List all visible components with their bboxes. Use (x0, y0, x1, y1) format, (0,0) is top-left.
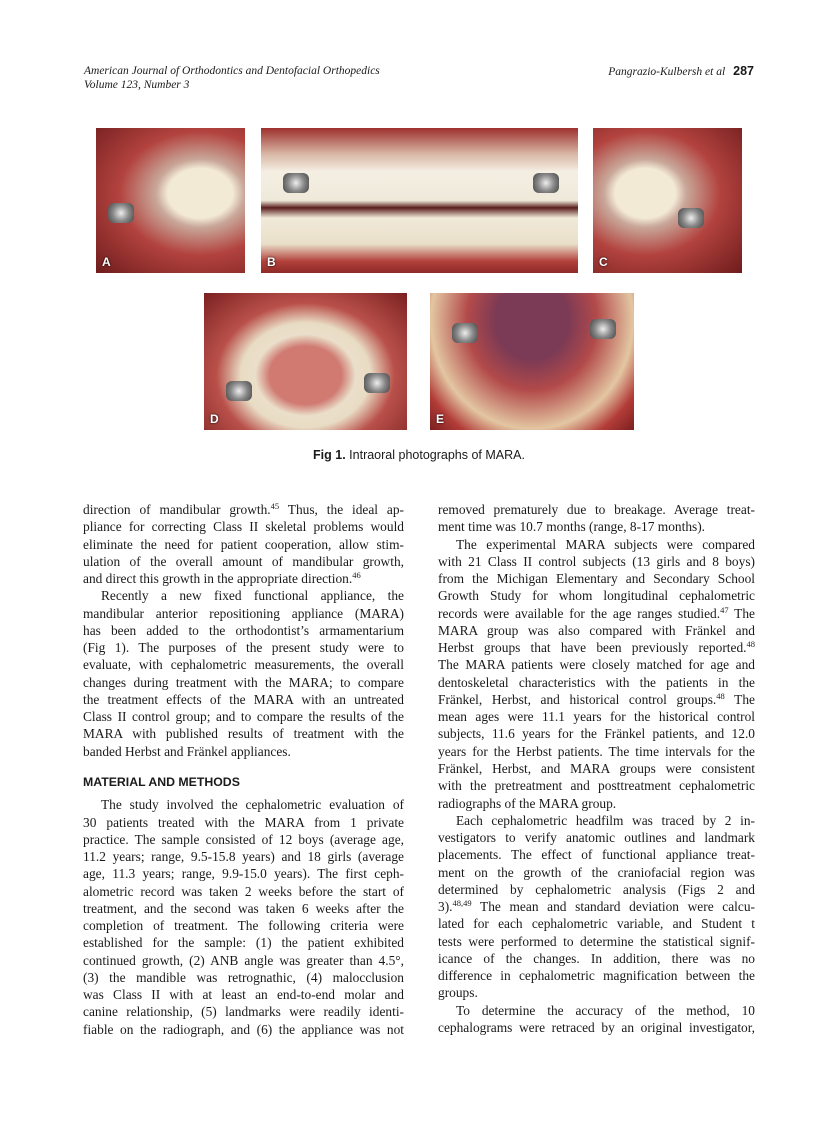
citation-superscript: 45 (270, 501, 280, 511)
paragraph (438, 536, 755, 812)
paragraph (83, 587, 404, 760)
text-line: tests were performed to determine the statistical signif- (438, 933, 755, 949)
panel-label: A (102, 255, 111, 269)
appliance-crown (283, 173, 309, 193)
text-line: has been added to the orthodontist’s armamentarium (83, 622, 404, 638)
text-line: MARA with published results of treatment with the (83, 726, 404, 742)
text-line: vestigators to verify anatomic outlines and landmark (438, 830, 755, 846)
text-line: The MARA patients were closely matched for age and (438, 657, 755, 673)
text-line (438, 639, 755, 656)
text-line: continued growth, (2) ANB angle was greater than 4.5°, (83, 952, 404, 968)
text-line: alometric record was taken 2 weeks before the start of (83, 883, 404, 899)
text-segment: The mean and standard deviation were calcu- (471, 899, 755, 915)
text-line: Class II control group; and to compare the results of the (83, 709, 404, 725)
text-line: eliminate the need for patient cooperation, allow stim- (83, 536, 404, 552)
section-heading: MATERIAL AND METHODS (83, 774, 240, 789)
text-segment: Herbst groups that have been previously reported. (438, 640, 747, 656)
paragraph (438, 812, 755, 1002)
citation-superscript: 48 (716, 690, 725, 701)
appliance-crown (678, 208, 704, 228)
running-header-left (84, 64, 380, 92)
text-line: ment time was 10.7 months (range, 8-17 months). (438, 519, 706, 535)
panel-label: C (599, 255, 608, 269)
text-line: 30 patients treated with the MARA from 1 private (83, 814, 404, 830)
text-column-right (438, 501, 755, 1036)
text-line: canine relationship, (5) landmarks were readily identi- (83, 1004, 404, 1020)
paragraph (438, 501, 755, 536)
photo-panel-b (261, 128, 578, 273)
text-line: established for the sample: (1) the patient exhibited (83, 935, 404, 951)
text-line: removed prematurely due to breakage. Average treat- (438, 502, 755, 517)
paragraph (83, 796, 404, 1038)
text-segment: The (728, 605, 755, 621)
appliance-crown (533, 173, 559, 193)
text-line (83, 501, 404, 518)
text-line: treatment, and the second was taken 6 weeks after the (83, 900, 404, 916)
appliance-crown (108, 203, 134, 223)
panel-label: D (210, 412, 219, 426)
appliance-crown (452, 323, 478, 343)
text-line (438, 898, 755, 915)
text-line: cephalograms were retraced by an original investigator, (438, 1019, 755, 1035)
text-line (438, 691, 755, 708)
text-line: radiographs of the MARA group. (438, 795, 617, 811)
text-line: lated for each cephalometric variable, and Student t (438, 916, 755, 932)
text-line: ment on the growth of the craniofacial region was (438, 864, 755, 880)
text-line: dentoskeletal characteristics with the patients in the (438, 674, 755, 690)
appliance-crown (226, 381, 252, 401)
photo-panel-d (204, 293, 407, 430)
text-line: (Fig 1). The purposes of the present study were to (83, 640, 404, 656)
text-line: changes during treatment with the MARA; to compare (83, 674, 404, 690)
paragraph (83, 501, 404, 587)
text-line: evaluate, with cephalometric measurements, the overall (83, 657, 404, 673)
text-line: pliance for correcting Class II skeletal problems would (83, 519, 404, 535)
text-line: with 21 Class II control subjects (13 girls and 8 boys) (438, 553, 755, 569)
text-line: ulation of the overall amount of mandibular growth, (83, 553, 404, 569)
text-line: (3) the mandible was retrognathic, (4) malocclusion (83, 969, 404, 985)
photo-panel-e (430, 293, 634, 430)
text-line: Growth Study for whom longitudinal cephalometric (438, 588, 755, 604)
text-line: from the Michigan Elementary and Secondary School (438, 571, 755, 587)
paragraph (438, 1002, 755, 1037)
photo-panel-c (593, 128, 742, 273)
text-line: To determine the accuracy of the method, 10 (456, 1002, 755, 1018)
panel-label: E (436, 412, 445, 426)
text-line: difference in cephalometric magnification between the (438, 968, 755, 984)
text-segment: records were available for the age ranges studied. (438, 605, 721, 621)
text-line: was Class II with at least an end-to-end molar and (83, 987, 404, 1003)
text-line: Each cephalometric headfilm was traced by 2 in- (456, 812, 755, 828)
text-line: age, 11.3 years; range, 9.9-15.0 years). The first ceph- (83, 866, 404, 882)
text-line: Recently a new fixed functional appliance, the (101, 588, 404, 604)
appliance-crown (590, 319, 616, 339)
text-line: icance of the changes. In addition, there was no (438, 950, 755, 966)
text-line: placements. The effect of functional appliance treat- (438, 847, 755, 863)
page-number: 287 (733, 64, 754, 78)
text-line: The study involved the cephalometric evaluation of (101, 797, 404, 813)
text-line: fiable on the radiograph, and (6) the appliance was not (83, 1021, 404, 1037)
text-line: completion of treatment. The following criteria were (83, 918, 404, 934)
citation-superscript: 46 (352, 570, 361, 581)
text-line: The experimental MARA subjects were compared (456, 536, 755, 552)
text-line: subjects, 11.6 years for the Fränkel patients, and 12.0 (438, 726, 755, 742)
caption-text: Intraoral photographs of MARA. (349, 448, 525, 462)
text-line: mean ages were 11.1 years for the historical control (438, 709, 755, 725)
appliance-crown (364, 373, 390, 393)
text-line: years for the Herbst patients. The time intervals for the (438, 743, 755, 759)
citation-superscript: 48,49 (452, 898, 472, 909)
text-line: with the pretreatment and posttreatment cephalometric (438, 778, 755, 794)
running-header-right (608, 64, 754, 79)
text-column-left (83, 501, 404, 1038)
text-segment: direction of mandibular growth. (83, 502, 271, 517)
text-line (438, 605, 755, 622)
journal-volume: Volume 123, Number 3 (84, 79, 190, 91)
text-line: mandibular anterior repositioning appliance (MARA) (83, 605, 404, 621)
text-line: determined by cephalometric analysis (Figs 2 and (438, 881, 755, 897)
text-line: groups. (438, 985, 478, 1001)
caption-label: Fig 1. (313, 448, 346, 462)
photo-panel-a (96, 128, 245, 273)
text-line: 11.2 years; range, 9.5-15.8 years) and 18 girls (average (83, 849, 404, 865)
panel-label: B (267, 255, 276, 269)
text-segment: Fränkel, Herbst, and historical control groups. (438, 691, 717, 707)
text-line (83, 570, 404, 587)
text-segment: 3). (438, 899, 453, 915)
text-line: banded Herbst and Fränkel appliances. (83, 743, 291, 759)
figure-caption (0, 448, 838, 462)
authors: Pangrazio-Kulbersh et al (608, 66, 726, 78)
text-line: MARA group was also compared with Fränkel and (438, 622, 755, 638)
citation-superscript: 47 (720, 604, 729, 615)
text-segment: and direct this growth in the appropriate direction. (83, 571, 353, 587)
text-line: practice. The sample consisted of 12 boys (average age, (83, 831, 404, 847)
text-line: the treatment effects of the MARA with an untreated (83, 691, 404, 707)
text-segment: Thus, the ideal ap- (279, 502, 404, 517)
text-line: Fränkel, Herbst, and MARA groups were consistent (438, 760, 755, 776)
citation-superscript: 48 (746, 639, 755, 650)
text-segment: The (724, 691, 755, 707)
journal-title: American Journal of Orthodontics and Dentofacial Orthopedics (84, 65, 380, 77)
